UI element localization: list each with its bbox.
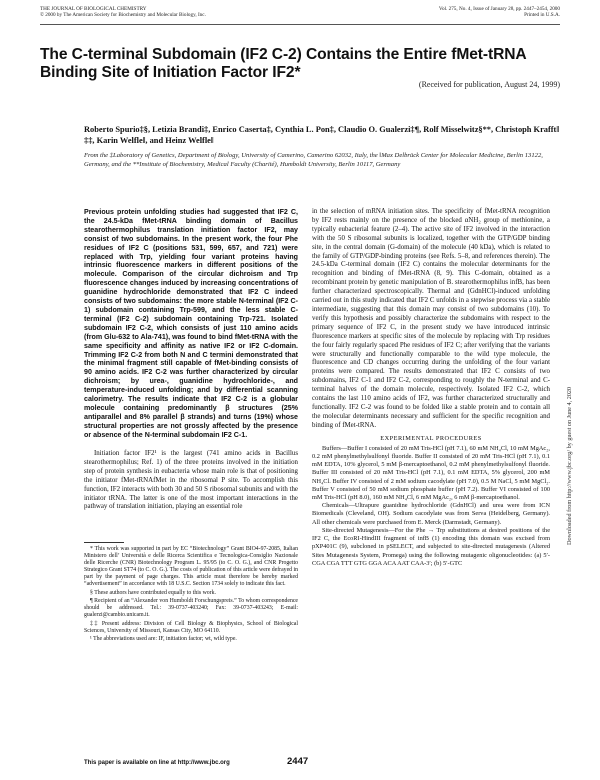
online-availability: This paper is available on line at http://www.jbc.org (84, 760, 230, 766)
intro-paragraph-right: in the selection of mRNA initiation sites. The specificity of fMet-tRNA recognition by IF2 rests mainly on the presence of the blocked αNH₂ group of methionine, a typically eubacterial feature (2–4). The active site of IF2 involved in the interaction with the 50 S ribosomal subunits is localized, together with the GTP/GDP binding site, in the central domain (G-domain) of the molecule (40 kDa), which is related to the family of GTP/GDP-binding proteins (see Refs. 5–8, and references therein). The 24.5-kDa C-terminal domain (IF2 C) contains the molecular determinants for the recognition and binding of fMet-tRNA (8, 9). This C-domain, obtained as a recombinant protein by genetic manipulation of B. stearothermophilus infB, has been further characterized spectroscopically. Thermal and (GdnHCl)-induced unfolding carried out in this study indicated that IF2 C unfolds in a stepwise process via a stable intermediate, suggesting that this domain may consist of two subdomains (10). To verify this hypothesis and possibly characterize the subdomains with respect to the primary sequence of IF2 C, in the present study we have introduced intrinsic fluorescence markers at specific sites of the molecule by replacing with Trp residues the four fairly regularly spaced Phe residues of IF2 C; after verifying that the variants were structurally and functionally comparable to the wild type molecule, the fluorescence and CD changes occurring during the unfolding of the four variant proteins were compared. The results demonstrated that IF2 C consists of two subdomains, IF2 C-1 and IF2 C-2, corresponding to roughly the N-terminal and C-terminal halves of the domain molecule, respectively. Isolated IF2 C-2, which contains the last 110 amino acids of IF2, was further characterized structurally and functionally. IF2 C-2 was found to be folded like a stable protein and to contain all the molecular determinants necessary and sufficient for the specific recognition and binding of fMet-tRNA. (312, 208, 550, 429)
issue-header (439, 6, 560, 19)
article-title: The C-terminal Subdomain (IF2 C-2) Contains the Entire fMet-tRNA Binding Site of Initiation Factor IF2* (40, 46, 526, 81)
abstract: Previous protein unfolding studies had suggested that IF2 C, the 24.5-kDa fMet-tRNA binding domain of Bacillus stearothermophilus translation initiation factor IF2, may consist of two subdomains. In the present work, the four Phe residues of IF2 C (positions 531, 599, 657, and 721) were replaced with Trp, yielding four variant proteins having intrinsic fluorescence markers in different positions of the molecule. Comparison of the circular dichroism and Trp fluorescence changes induced by increasing concentrations of guanidine hydrochloride demonstrated that IF2 C indeed consists of two subdomains: the more stable N-terminal (IF2 C-1) subdomain containing Trp-599, and the less stable C-terminal (IF2 C-2) subdomain containing Trp-721. Isolated subdomain IF2 C-2, which consists of just 110 amino acids (from Glu-632 to Ala-741), was found to bind fMet-tRNA with the same specificity and affinity as native IF2 or IF2 C-domain. Trimming IF2 C-2 from both N and C termini demonstrated that the minimal fragment still capable of fMet-binding consists of 90 amino acids. IF2 C-2 was further characterized by circular dichroism; by urea-, guanidine hydrochloride-, and temperature-induced unfolding; and by differential scanning calorimetry. The results indicate that IF2 C-2 is a globular molecule containing predominantly β structures (25% antiparallel and 8% parallel β strands) and turns (19%) whose structural properties are not grossly affected by the presence or absence of the N-terminal subdomain IF2 C-1. (84, 208, 298, 439)
printed-line: Printed in U.S.A. (524, 12, 560, 19)
footnote-equal-contribution: § These authors have contributed equally to this work. (90, 589, 216, 596)
page-number: 2447 (287, 756, 309, 767)
footnote-funding: * This work was supported in part by EC “Biotechnology” Grant BIO4-97-2085, Italian Ministero dell’ Università e delle Ricerca Scientifica e Tecnologica-Consiglio Nazionale delle Ricerche (CNR) Biotechnology Program L. 95/95 (to C. O. G.), and CNR Progetto Strategico Grant ST74 (to C. O. G.). The costs of publication of this article were defrayed in part by the payment of page charges. This article must therefore be hereby marked “advertisement” in accordance with 18 U.S.C. Section 1734 solely to indicate this fact. (84, 546, 298, 588)
footnote-correspondence: ¶ Recipient of an “Alexander von Humboldt Forschungspreis.” To whom correspondence should be addressed. Tel.: 39-0737-403240; Fax: 39-0737-403243; E-mail: gualerzi@cambio.unicam.it. (84, 598, 298, 619)
download-sidebar[interactable]: Downloaded from http://www.jbc.org/ by guest on June 4, 2020 (566, 386, 573, 545)
copyright-line: © 2000 by The American Society for Biochemistry and Molecular Biology, Inc. (40, 12, 206, 19)
section-heading: EXPERIMENTAL PROCEDURES (380, 434, 482, 442)
footnote-present-address: ‡‡ Present address: Division of Cell Biology & Biophysics, School of Biological Sciences, University of Missouri, Kansas City, MO 64110. (84, 620, 298, 634)
footnotes (84, 546, 298, 644)
methods-chemicals: Chemicals—Ultrapure guanidine hydrochloride (GdnHCl) and urea were from ICN Biomedicals (Cleveland, OH). Sodium cacodylate was from Serva (Heidelberg, Germany). All other chemicals were purchased from E. Merck (Darmstadt, Germany). (312, 502, 550, 526)
right-column (312, 208, 550, 568)
volume-line: Vol. 275, No. 4, Issue of January 28, pp. 2447–2454, 2000 (438, 6, 560, 12)
methods-mutagenesis: Site-directed Mutagenesis—For the Phe → Trp substitutions at desired positions of the IF2 C, the EcoRI-HindIII fragment of infB (1) encoding this domain was excised from pXP401C (9), subcloned in pSELECT, and subjected to site-directed mutagenesis (Altered Sites Mutagenesis System, Promega) using the following mutagenic oligonucleotides: (a) 5′-CGA CGA TTT GTG GGA ACA AAT CAA-3′; (b) 5′-GTC (312, 526, 550, 567)
header-rule (40, 24, 560, 25)
author-list: Roberto Spurio‡§, Letizia Brandi‡, Enrico Caserta‡, Cynthia L. Pon‡, Claudio O. Gualerzi‡¶, Rolf Misselwitz§**, Christoph Krafft‖ ‡‡, Karin Welfle‖, and Heinz Welfle‖ (84, 125, 560, 145)
received-date: (Received for publication, August 24, 1999) (418, 80, 560, 89)
methods-buffers: Buffers—Buffer I consisted of 20 mM Tris-HCl (pH 7.1), 60 mM NH₄Cl, 10 mM MgAc₂, 0.2 mM phenylmethylsulfonyl fluoride. Buffer II consisted of 20 mM Tris-HCl (pH 7.1), 0.1 mM EDTA, 10% glycerol, 5 mM β-mercaptoethanol, 0.2 mM phenylmethylsulfonyl fluoride. Buffer III consisted of 20 mM Tris-HCl (pH 7.1), 0.1 mM EDTA, 5% glycerol, 200 mM NH₄Cl. Buffer IV consisted of 2 mM sodium cacodylate (pH 7.0), 0.5 M NaCl, 5 mM MgCl₂. Buffer V consisted of 50 mM sodium phosphate buffer (pH 7.2). Buffer VI consisted of 100 mM Tris-HCl (pH 8.0), 160 mM NH₄Cl, 6 mM MgAc₂, 6 mM β-mercaptoethanol. (312, 444, 550, 502)
intro-paragraph-left: Initiation factor IF2¹ is the largest (741 amino acids in Bacillus stearothermophilus; Ref. 1) of the three proteins involved in the initiation step of protein synthesis in eubacteria whose main role is that of positioning the initiator fMet-tRNAfMet in the ribosomal P site. To accomplish this function, IF2 interacts with both 30 and 50 S ribosomal subunits and with the initiator tRNA. The latter is one of the most important interactions in the pathway of translation initiation, playing an essential role (84, 450, 298, 511)
journal-header (40, 6, 206, 19)
affiliations: From the ‡Laboratory of Genetics, Department of Biology, University of Camerino, Camerino 62032, Italy, the ‖Max Delbrück Center for Molecular Medicine, Berlin 13122, Germany, and the **Institute of Biochemistry, Medical Faculty (Charité), Humboldt University, Berlin 10117, Germany (84, 152, 543, 168)
methods-section (312, 435, 550, 568)
footnote-abbreviations: ¹ The abbreviations used are: IF, initiation factor; wt, wild type. (90, 635, 237, 642)
footnote-divider (84, 542, 124, 543)
journal-name: THE JOURNAL OF BIOLOGICAL CHEMISTRY (40, 6, 147, 12)
